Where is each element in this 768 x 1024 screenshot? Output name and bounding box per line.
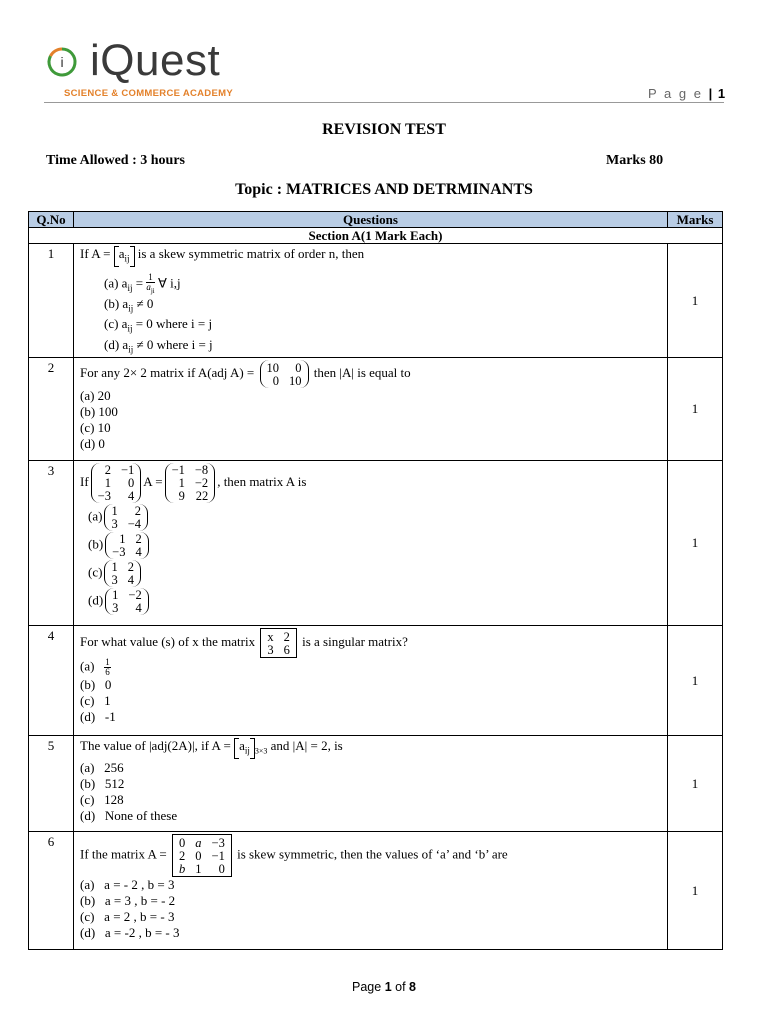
option-d: (d) 0 [80, 436, 105, 452]
table-row [29, 244, 723, 358]
page-footer: Page 1 of 8 [352, 980, 416, 994]
section-title: Section A(1 Mark Each) [29, 228, 723, 244]
logo-ring-icon [46, 46, 78, 78]
matrix: 2 −1 1 0 −3 4 [91, 463, 142, 503]
table-header-row [29, 212, 723, 228]
question-number: 6 [29, 832, 74, 950]
option-d: (d) $a_{ij} \ne 0$ where i = j [104, 336, 213, 355]
option-c: (c) $a_{ij} = 0$ where i = j [104, 316, 213, 334]
brand-tagline: SCIENCE & COMMERCE ACADEMY [64, 88, 233, 99]
question-body: If the matrix A = 0 a −3 2 0 −1 b 1 0 is skew symmetric, then the values of ‘a’ and ‘b’ are (a) a = - 2 , b = 3 (b) a = 3 , b = - 2 (c) a = 2 , b = - 3 (d) a = -2 , b = - 3 [74, 832, 668, 950]
question-number: 4 [29, 626, 74, 736]
header-questions: Questions [74, 212, 668, 228]
matrix: −1 −8 1 −2 9 22 [165, 463, 216, 503]
option-c: (c) 1 2 3 4 [80, 560, 667, 587]
option-a: (a) a = - 2 , b = 3 [80, 877, 175, 893]
matrix: x 2 3 6 [260, 628, 297, 658]
question-marks: 1 [668, 626, 723, 736]
option-d: (d) -1 [80, 709, 116, 725]
option-a: (a) 1 2 3 −4 [80, 504, 667, 531]
question-body: For what value (s) of x the matrix x 2 3 6 is a singular matrix? (a) $\frac{1}{6}$ (b) 0 (c) 1 (d) -1 [74, 626, 668, 736]
option-d: (d) 1 −2 3 4 [80, 588, 667, 615]
question-marks: 1 [668, 358, 723, 461]
option-a: (a) $a_{ij}$ = $\frac{1}{a_{ji}}$ ∀ i,j [104, 271, 181, 295]
svg-text:i: i [60, 54, 64, 70]
question-body: If A = $a_{ij}$ is a skew symmetric matrix of order n, then (a) $a_{ij}$ = $\frac{1}{a_{ji}}$ ∀ i,j (b) $a_{ij} \ne 0$ (c) $a_{ij} = 0$ where i = j (d) $a_{ij} \ne 0$ where i = j [74, 244, 668, 358]
option-b: (b) 512 [80, 775, 125, 791]
table-row [29, 832, 723, 950]
matrix: 0 a −3 2 0 −1 b 1 0 [172, 834, 232, 877]
header-qno: Q.No [29, 212, 74, 228]
option-d: (d) None of these [80, 807, 178, 823]
option-b: (b) $a_{ij} \ne 0$ [104, 295, 154, 314]
option-b: (b) 100 [80, 404, 118, 420]
option-a: (a) $\frac{1}{6}$ [80, 657, 110, 678]
header-rule [44, 102, 724, 103]
question-marks: 1 [668, 736, 723, 832]
option-d: (d) a = -2 , b = - 3 [80, 925, 180, 941]
option-a: (a) 20 [80, 388, 111, 404]
table-row [29, 736, 723, 832]
questions-table [28, 211, 723, 950]
option-a: (a) 256 [80, 759, 124, 775]
table-row [29, 626, 723, 736]
matrix: 10 0 0 10 [260, 360, 309, 388]
option-b: (b) 0 [80, 677, 112, 693]
question-marks: 1 [668, 832, 723, 950]
table-row [29, 358, 723, 461]
question-body: The value of |adj(2A)|, if A = $a_{ij}$ $_{3\times 3}$ and |A| = 2, is (a) 256 (b) 512 (c) 128 (d) None of these [74, 736, 668, 832]
time-allowed: Time Allowed : 3 hours [46, 153, 185, 168]
topic-heading: Topic : MATRICES AND DETRMINANTS [235, 181, 533, 198]
question-number: 5 [29, 736, 74, 832]
header-marks: Marks [668, 212, 723, 228]
question-marks: 1 [668, 244, 723, 358]
brand-name: iQuest [90, 36, 221, 85]
option-c: (c) 10 [80, 420, 111, 436]
test-title: REVISION TEST [322, 121, 446, 138]
total-marks: Marks 80 [606, 153, 664, 168]
option-c: (c) 1 [80, 693, 111, 709]
question-body: For any 2× 2 matrix if A(adj A) = 10 0 0 10 then |A| is equal to (a) 20 (b) 100 (c) 10 (d) 0 [74, 358, 668, 461]
page-number: 1 [717, 86, 726, 101]
section-row [29, 228, 723, 244]
page-header-number: P a g e | 1 [648, 86, 726, 101]
question-number: 1 [29, 244, 74, 358]
option-b: (b) a = 3 , b = - 2 [80, 893, 176, 909]
question-number: 2 [29, 358, 74, 461]
question-marks: 1 [668, 461, 723, 626]
question-number: 3 [29, 461, 74, 626]
option-c: (c) a = 2 , b = - 3 [80, 909, 175, 925]
page-label: P a g e [648, 86, 703, 101]
question-body: If 2 −1 1 0 −3 4 A = −1 −8 1 −2 9 22 , then matrix A is (a) 1 2 3 −4 (b) 1 2 −3 4 (c) 1 2 3 4 (d) 1 −2 3 4 [74, 461, 668, 626]
option-c: (c) 128 [80, 791, 124, 807]
table-row [29, 461, 723, 626]
option-b: (b) 1 2 −3 4 [80, 532, 667, 559]
academy-logo [44, 36, 244, 102]
